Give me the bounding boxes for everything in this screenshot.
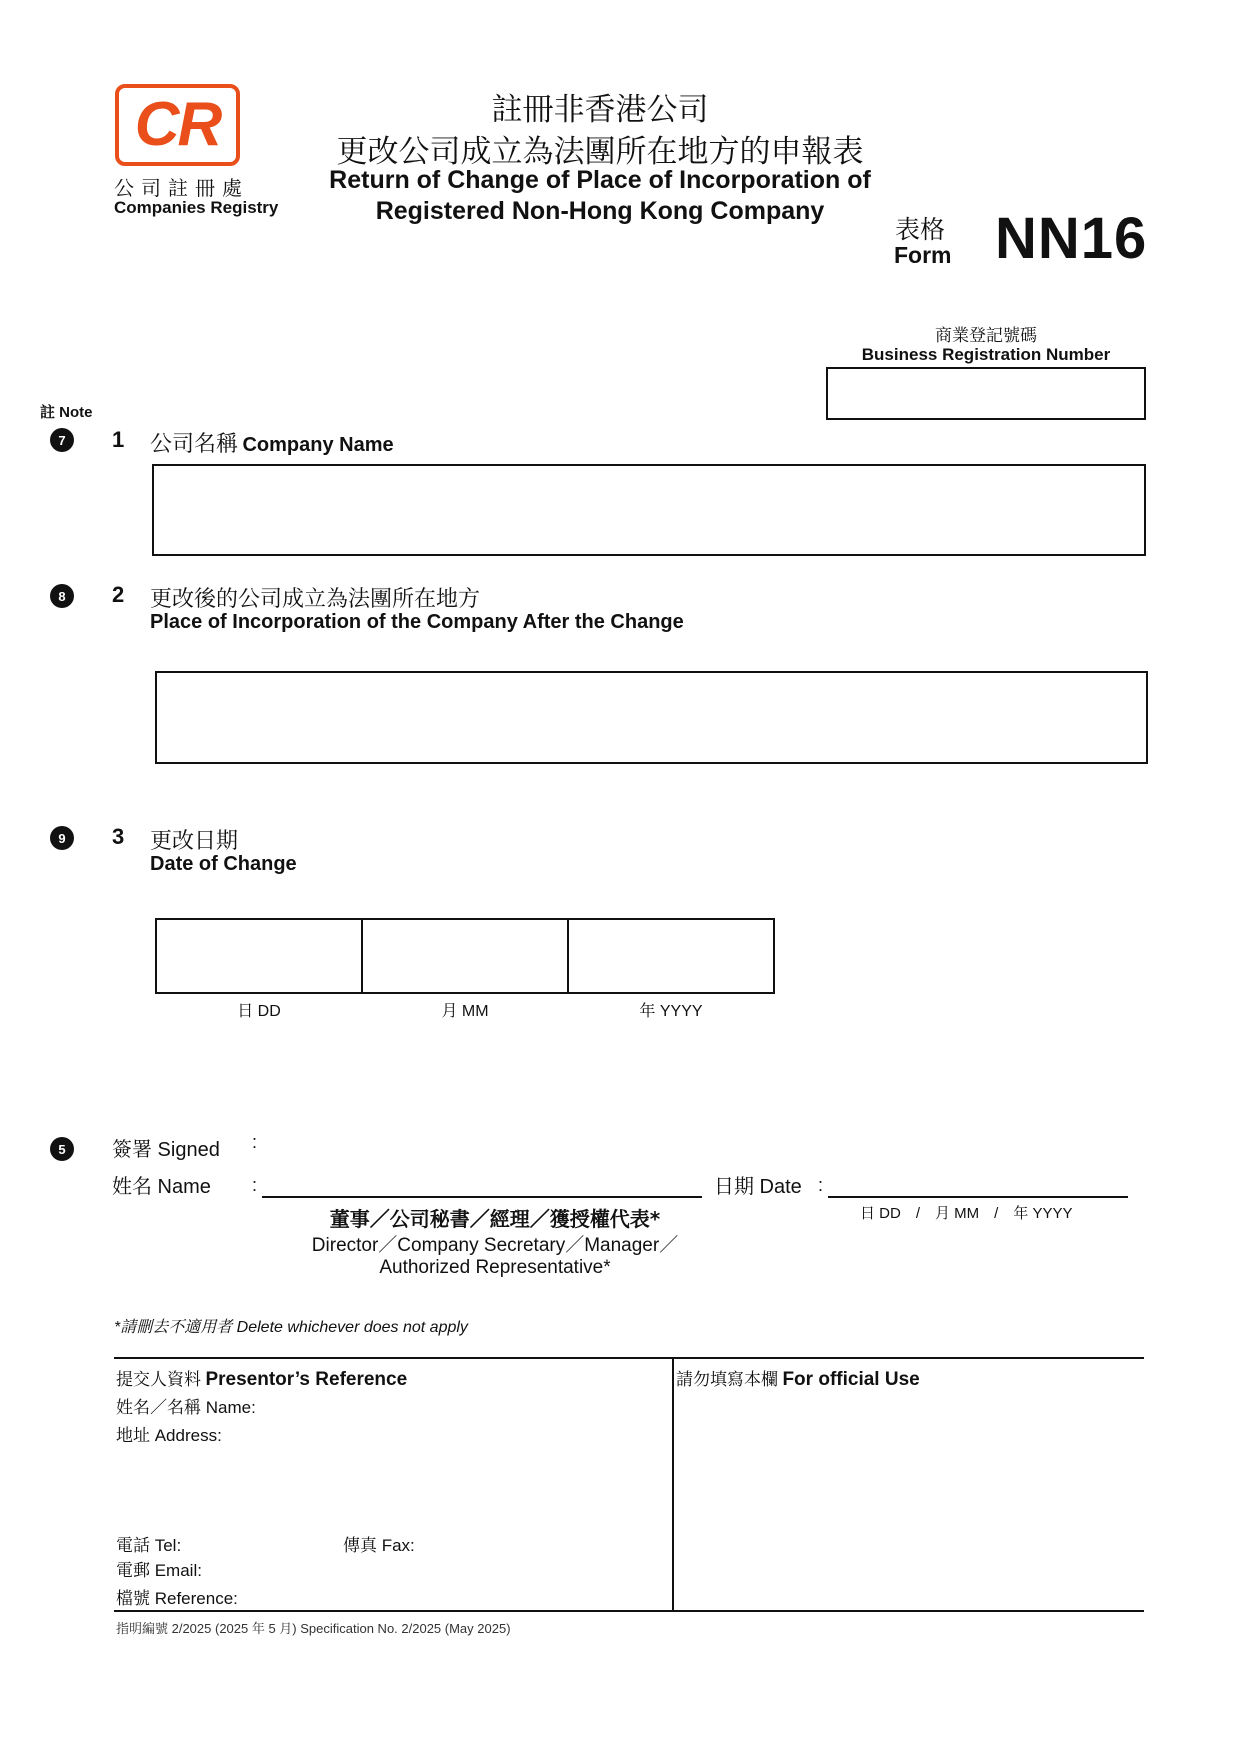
presentor-tel-label: 電話 Tel: [116,1536,182,1555]
signatory-role-en-line2: Authorized Representative* [379,1257,611,1278]
official-use-heading-zh: 請勿填寫本欄 [676,1370,778,1390]
form-title-en-line2: Registered Non-Hong Kong Company [375,197,825,225]
signature-date-format: 日 DD / 月 MM / 年 YYYY [860,1205,1073,1222]
section-number: 2 [112,582,125,607]
br-number-label-en: Business Registration Number [861,345,1111,364]
presentor-divider [672,1357,674,1612]
presentor-top-rule [114,1357,1144,1359]
presentor-fax-label: 傳真 Fax: [343,1536,415,1555]
presentor-heading-zh: 提交人資料 [116,1370,201,1390]
logo-text: CR [134,90,221,159]
date-colon: : [818,1175,824,1195]
official-use-heading-en: For official Use [782,1369,920,1390]
form-label-zh: 表格 [895,215,946,244]
presentor-address-label: 地址 Address: [116,1426,222,1445]
presentor-name-label: 姓名／名稱 Name: [116,1398,256,1417]
note-bullet-8: 8 [50,584,74,608]
signatory-role-zh: 董事／公司秘書／經理／獲授權代表* [329,1207,661,1231]
form-label-en: Form [894,242,952,268]
official-use-heading [676,1365,920,1391]
place-of-incorporation-field[interactable] [155,671,1148,764]
signed-colon: : [252,1132,258,1152]
section-company-name-heading [150,427,394,458]
presentor-email-label: 電郵 Email: [116,1561,202,1580]
section-label-en: Company Name [242,434,394,456]
form-title-en-line1: Return of Change of Place of Incorporation of [329,166,871,194]
section-label-zh: 公司名稱 [150,432,239,457]
presentor-heading [116,1365,407,1391]
br-number-label-zh: 商業登記號碼 [935,326,1037,346]
signed-label: 簽署 Signed [112,1139,220,1161]
presentor-heading-en: Presentor’s Reference [205,1369,408,1390]
section-label-zh: 更改日期 [150,829,239,854]
date-of-change-dd-field[interactable] [155,918,363,994]
date-label: 日期 Date [714,1176,802,1198]
logo-caption-zh: 公司註冊處 [114,176,249,200]
note-bullet-9: 9 [50,826,74,850]
note-column-label: 註 Note [40,404,93,421]
companies-registry-logo [115,84,240,166]
presentor-reference-label: 檔號 Reference: [116,1589,238,1608]
logo-caption-en: Companies Registry [114,198,279,217]
mm-label: 月 MM [441,1003,489,1020]
name-colon: : [252,1175,258,1195]
section-label-en: Date of Change [150,853,297,875]
date-of-change-mm-field[interactable] [361,918,569,994]
company-name-field[interactable] [152,464,1146,556]
dd-label: 日 DD [237,1003,281,1020]
note-bullet-7: 7 [50,428,74,452]
delete-inapplicable-note: *請刪去不適用者 Delete whichever does not apply [114,1319,468,1336]
section-label-zh: 更改後的公司成立為法團所在地方 [150,587,481,612]
presentor-bottom-rule [114,1610,1144,1612]
form-title-zh-line2: 更改公司成立為法團所在地方的申報表 [336,134,864,170]
signature-date-line[interactable] [828,1196,1128,1198]
specification-number: 指明編號 2/2025 (2025 年 5 月) Specification No. 2/2025 (May 2025) [116,1621,511,1636]
signatory-role-en-line1: Director／Company Secretary／Manager／ [311,1235,679,1256]
form-title-zh-line1: 註冊非香港公司 [491,92,709,128]
date-of-change-yyyy-field[interactable] [567,918,775,994]
form-code: NN16 [995,206,1148,271]
br-number-field[interactable] [826,367,1146,420]
name-label: 姓名 Name [112,1176,211,1198]
section-number: 3 [112,824,125,849]
section-label-en: Place of Incorporation of the Company After the Change [150,611,684,633]
section-number: 1 [112,427,125,452]
note-bullet-5: 5 [50,1137,74,1161]
yyyy-label: 年 YYYY [639,1003,703,1020]
name-signature-line[interactable] [262,1196,702,1198]
